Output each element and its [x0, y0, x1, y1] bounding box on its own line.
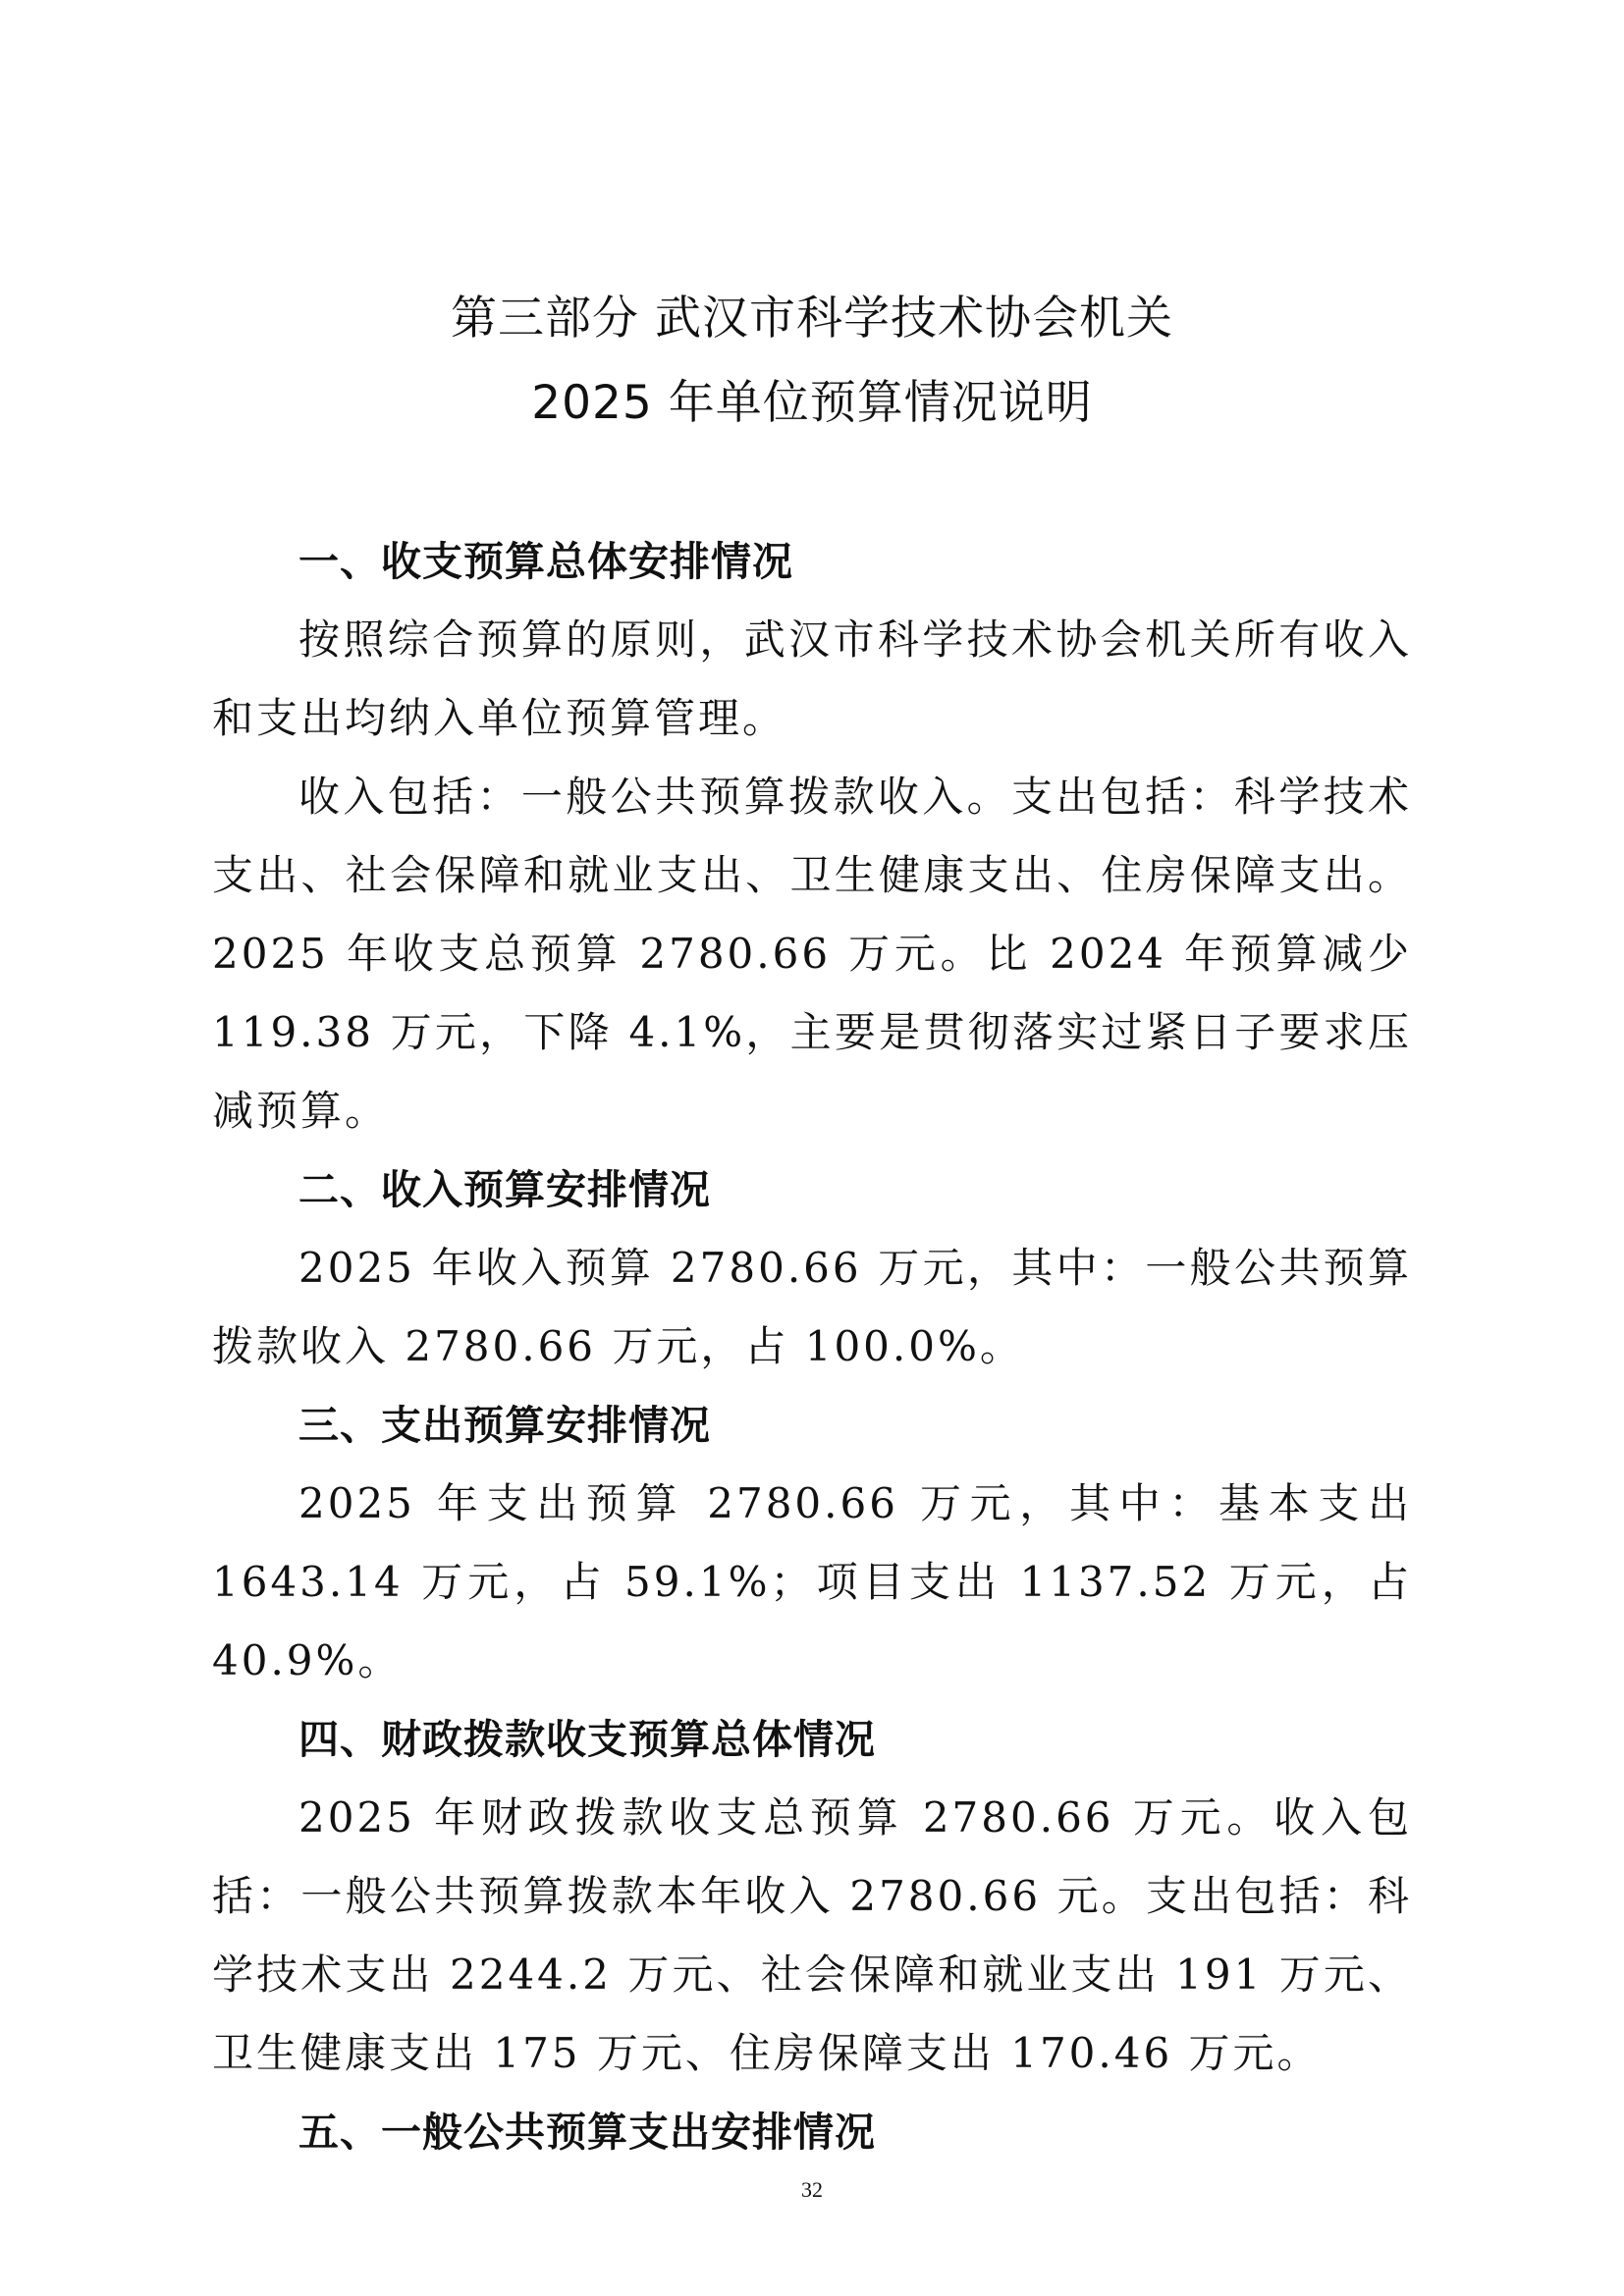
- title-line-2: 2025 年单位预算情况说明: [531, 376, 1093, 430]
- section-1-paragraph-1: 按照综合预算的原则，武汉市科学技术协会机关所有收入和支出均纳入单位预算管理。: [212, 615, 1412, 742]
- section-4-paragraph-1: 2025 年财政拨款收支总预算 2780.66 万元。收入包括：一般公共预算拨款本年收入 2780.66 元。支出包括：科学技术支出 2244.2 万元、社会保障和就业支出 191 万元、卫生健康支出 175 万元、住房保障支出 170.46 万元。: [212, 1793, 1412, 2077]
- section-heading-1: 一、收支预算总体安排情况: [298, 538, 793, 585]
- section-heading-2: 二、收入预算安排情况: [298, 1166, 711, 1213]
- section-2-paragraph-1: 2025 年收入预算 2780.66 万元，其中：一般公共预算拨款收入 2780.66 万元，占 100.0%。: [212, 1244, 1412, 1370]
- section-1-paragraph-2: 收入包括：一般公共预算拨款收入。支出包括：科学技术支出、社会保障和就业支出、卫生健康支出、住房保障支出。2025 年收支总预算 2780.66 万元。比 2024 年预算减少 119.38 万元，下降 4.1%，主要是贯彻落实过紧日子要求压减预算。: [212, 773, 1412, 1135]
- document-body: [212, 522, 1412, 2171]
- section-heading-3: 三、支出预算安排情况: [298, 1402, 711, 1449]
- document-title: [0, 277, 1624, 446]
- title-line-1: 第三部分 武汉市科学技术协会机关: [451, 292, 1173, 346]
- page-number: 32: [801, 2177, 823, 2202]
- section-heading-4: 四、财政拨款收支预算总体情况: [298, 1716, 876, 1763]
- section-3-paragraph-1: 2025 年支出预算 2780.66 万元，其中：基本支出 1643.14 万元，占 59.1%；项目支出 1137.52 万元，占 40.9%。: [212, 1479, 1412, 1684]
- section-heading-5: 五、一般公共预算支出安排情况: [298, 2109, 876, 2156]
